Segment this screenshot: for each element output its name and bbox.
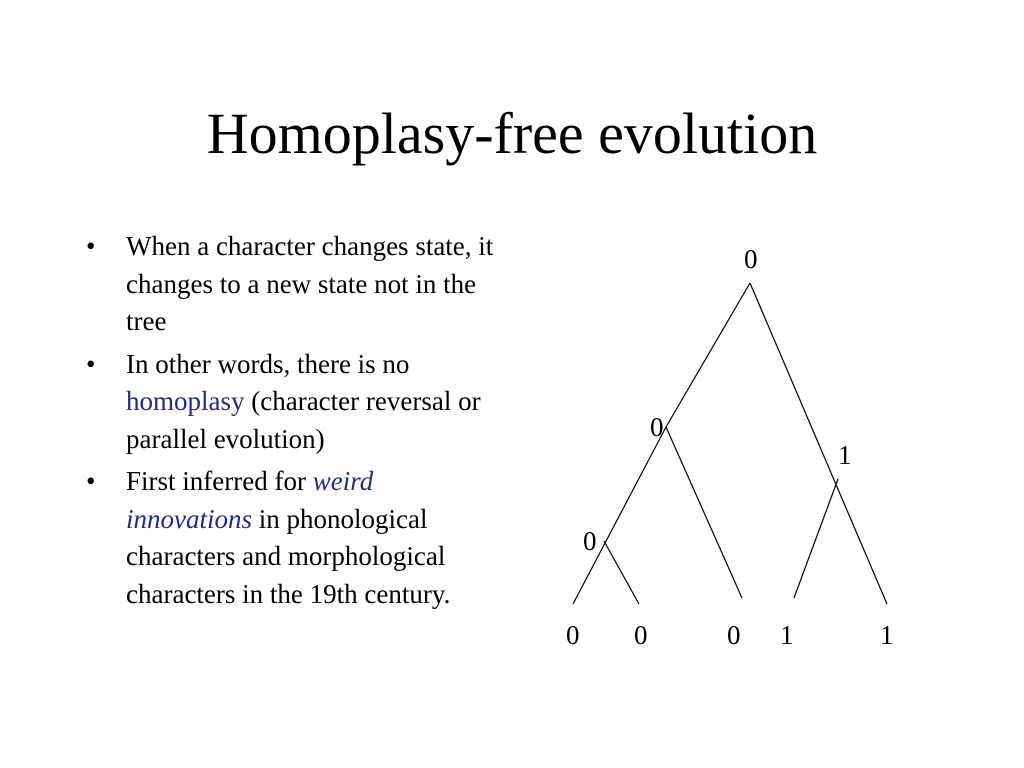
edge-left-inner-to-lower-left	[573, 427, 666, 604]
edge-left-inner-to-leaf-3	[666, 427, 742, 598]
bullet-marker: •	[86, 466, 96, 496]
inner-node-label: 0	[650, 412, 664, 442]
edge-right-inner-to-leaf-4	[794, 479, 838, 598]
leaf-label: 0	[634, 620, 648, 650]
bullet-text: (character reversal or parallel evolution)	[126, 386, 481, 454]
leaf-label: 0	[727, 620, 741, 650]
inner-node-label: 0	[583, 526, 597, 556]
edge-root-to-leaf-5	[750, 283, 887, 604]
edge-root-to-left-inner	[666, 283, 750, 427]
bullet-text: When a character changes state, it changes to a new state not in the tree	[126, 231, 494, 336]
term-weird-innovations: weird innovations	[126, 466, 374, 534]
leaf-label: 1	[780, 620, 794, 650]
leaf-label: 0	[566, 620, 580, 650]
inner-node-label: 1	[838, 440, 852, 470]
term-homoplasy: homoplasy	[126, 386, 245, 416]
bullet-marker: •	[86, 348, 96, 379]
root-node-label: 0	[744, 244, 758, 274]
bullet-text: In other words, there is no	[126, 348, 410, 379]
bullet-marker: •	[86, 231, 96, 261]
bullet-text: in phonological characters and morphological characters in the 19th century.	[126, 503, 451, 609]
bullet-text: First inferred for	[126, 466, 313, 496]
edge-lower-left-to-leaf-2	[604, 541, 639, 604]
leaf-label: 1	[880, 620, 894, 650]
slide-title: Homoplasy-free evolution	[206, 101, 818, 166]
